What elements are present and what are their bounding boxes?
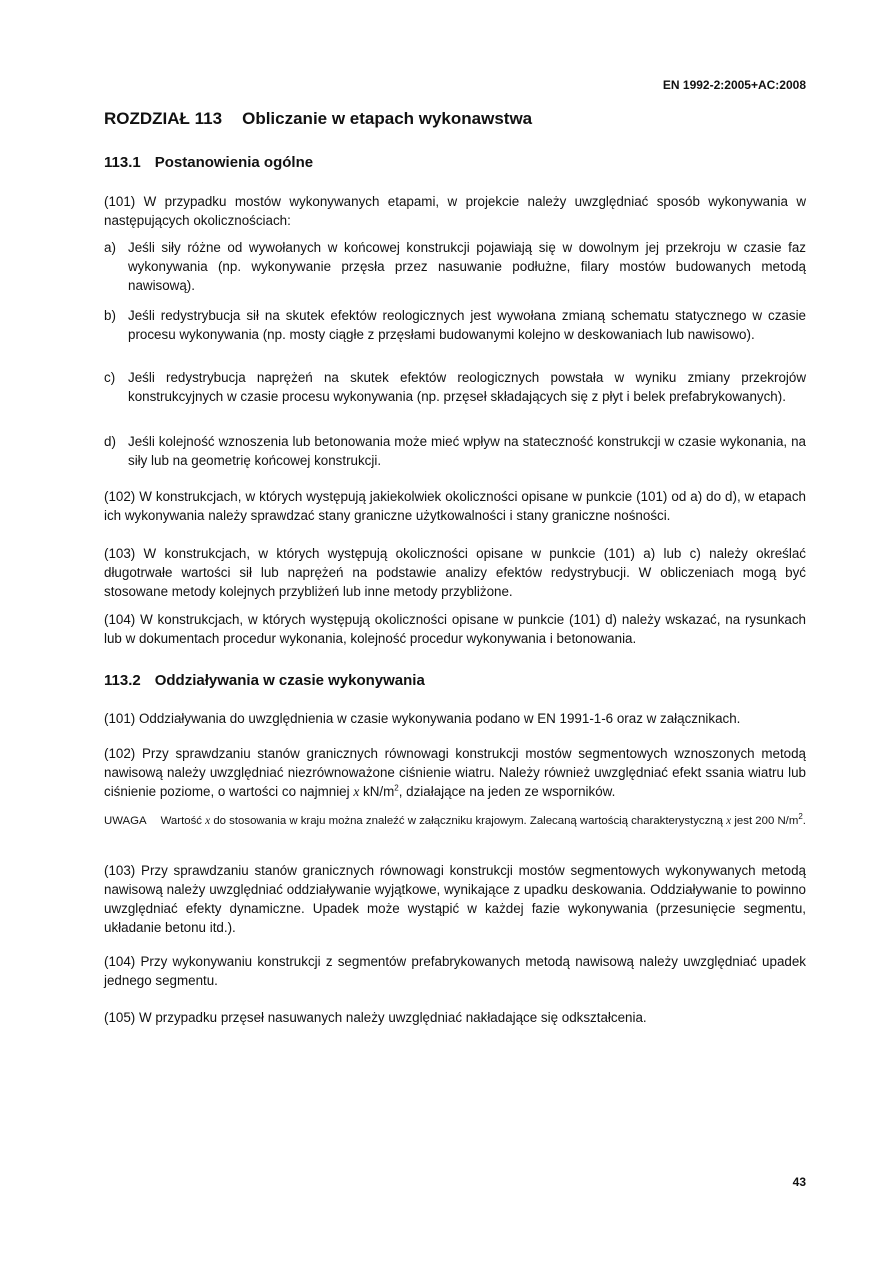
note-text: jest 200 N/m xyxy=(731,815,799,827)
section-heading-113-1 xyxy=(104,154,313,171)
note-label: UWAGA xyxy=(104,815,147,827)
note-uwaga xyxy=(104,813,806,829)
paragraph-113-1-104: (104) W konstrukcjach, w których występują okoliczności opisane w punkcie (101) d) należy wskazać, na rysunkach lub w dokumentach procedur wykonania, kolejność procedur wykonywania i betonowania. xyxy=(104,612,806,646)
section-heading-113-2 xyxy=(104,672,425,689)
paragraph-113-2-105: (105) W przypadku przęseł nasuwanych należy uwzględniać nakładające się odkształcenia. xyxy=(104,1010,647,1025)
chapter-number: ROZDZIAŁ 113 xyxy=(104,109,223,128)
list-item-label: a) xyxy=(104,240,116,255)
list-item-a xyxy=(104,238,806,295)
section-title: Oddziaływania w czasie wykonywania xyxy=(154,672,425,689)
list-item-c xyxy=(104,368,806,406)
list-item-text: Jeśli siły różne od wywołanych w końcowej konstrukcji pojawiają się w dowolnym jej przekroju w czasie faz wykonywania (np. wykonywanie przęsła przez nasuwanie podłużne, filary mostów budowanych metodą nawisową). xyxy=(128,240,806,293)
list-item-label: b) xyxy=(104,308,116,323)
list-item-text: Jeśli redystrybucja sił na skutek efektów reologicznych jest wywołana zmianą schematu statycznego w czasie procesu wykonywania (np. mosty ciągłe z przęsłami budowanymi kolejno w deskowaniach lub nawisowo). xyxy=(128,308,806,342)
list-item-b xyxy=(104,306,806,344)
note-text: . xyxy=(802,815,806,827)
note-text: do stosowania w kraju można znaleźć w załączniku krajowym. Zalecaną wartością charakterystyczną xyxy=(210,815,727,827)
paragraph-113-2-103: (103) Przy sprawdzaniu stanów granicznych równowagi konstrukcji mostów segmentowych wykonywanych metodą nawisową należy uwzględniać oddziaływanie wyjątkowe, wynikające z upadku deskowania. Oddziaływanie to powinno uwzględniać efekty dynamiczne. Upadek może wystąpić w każdej fazie wykonywania (przesunięcie segmentu, układanie betonu itd.). xyxy=(104,863,806,935)
section-number: 113.2 xyxy=(104,672,141,689)
section-title: Postanowienia ogólne xyxy=(154,154,314,171)
list-item-label: d) xyxy=(104,434,116,449)
superscript: 2 xyxy=(394,783,399,793)
page-number: 43 xyxy=(792,1175,806,1189)
list-item-text: Jeśli redystrybucja naprężeń na skutek efektów reologicznych powstała w wyniku zmiany przekrojów konstrukcyjnych w czasie procesu wykonywania (np. przęseł składających się z płyt i belek prefabrykowanych). xyxy=(128,370,806,404)
variable-x: x xyxy=(726,815,732,827)
list-item-d xyxy=(104,432,806,470)
paragraph-113-2-101: (101) Oddziaływania do uwzględnienia w czasie wykonywania podano w EN 1991-1-6 oraz w załącznikach. xyxy=(104,711,741,726)
paragraph-113-2-102 xyxy=(104,744,806,801)
chapter-title: Obliczanie w etapach wykonawstwa xyxy=(242,109,533,128)
standard-id-header: EN 1992-2:2005+AC:2008 xyxy=(662,78,806,92)
paragraph-113-1-103: (103) W konstrukcjach, w których występują okoliczności opisane w punkcie (101) a) lub c) należy określać długotrwałe wartości sił lub naprężeń na podstawie analizy efektów redystrybucji. W obliczeniach mogą być stosowane metody kolejnych przybliżeń lub inne metody przybliżone. xyxy=(104,546,806,599)
paragraph-113-2-104: (104) Przy wykonywaniu konstrukcji z segmentów prefabrykowanych metodą nawisową należy uwzględniać upadek jednego segmentu. xyxy=(104,954,806,988)
list-item-text: Jeśli kolejność wznoszenia lub betonowania może mieć wpływ na stateczność konstrukcji w czasie wykonania, na siły lub na geometrię końcowej konstrukcji. xyxy=(128,434,806,468)
list-item-label: c) xyxy=(104,370,116,385)
variable-x: x xyxy=(205,815,211,827)
section-number: 113.1 xyxy=(104,154,141,171)
note-text: Wartość xyxy=(160,815,206,827)
unit-text: kN/m xyxy=(359,784,395,799)
paragraph-text: , działające na jeden ze wsporników. xyxy=(398,784,616,799)
paragraph-113-1-101: (101) W przypadku mostów wykonywanych etapami, w projekcie należy uwzględniać sposób wykonywania w następujących okolicznościach: xyxy=(104,194,806,228)
chapter-heading xyxy=(104,109,532,129)
paragraph-text: (102) Przy sprawdzaniu stanów granicznych równowagi konstrukcji mostów segmentowych wznoszonych metodą nawisową należy uwzględniać niezrównoważone ciśnienie wiatru. Należy również uwzględniać efekt ssania wiatru lub ciśnienie poziome, o wartości co najmniej xyxy=(104,746,806,799)
superscript: 2 xyxy=(798,812,803,822)
variable-x: x xyxy=(353,784,360,799)
paragraph-113-1-102: (102) W konstrukcjach, w których występują jakiekolwiek okoliczności opisane w punkcie (101) od a) do d), w etapach ich wykonywania należy sprawdzać stany graniczne użytkowalności i stany graniczne nośności. xyxy=(104,489,806,523)
